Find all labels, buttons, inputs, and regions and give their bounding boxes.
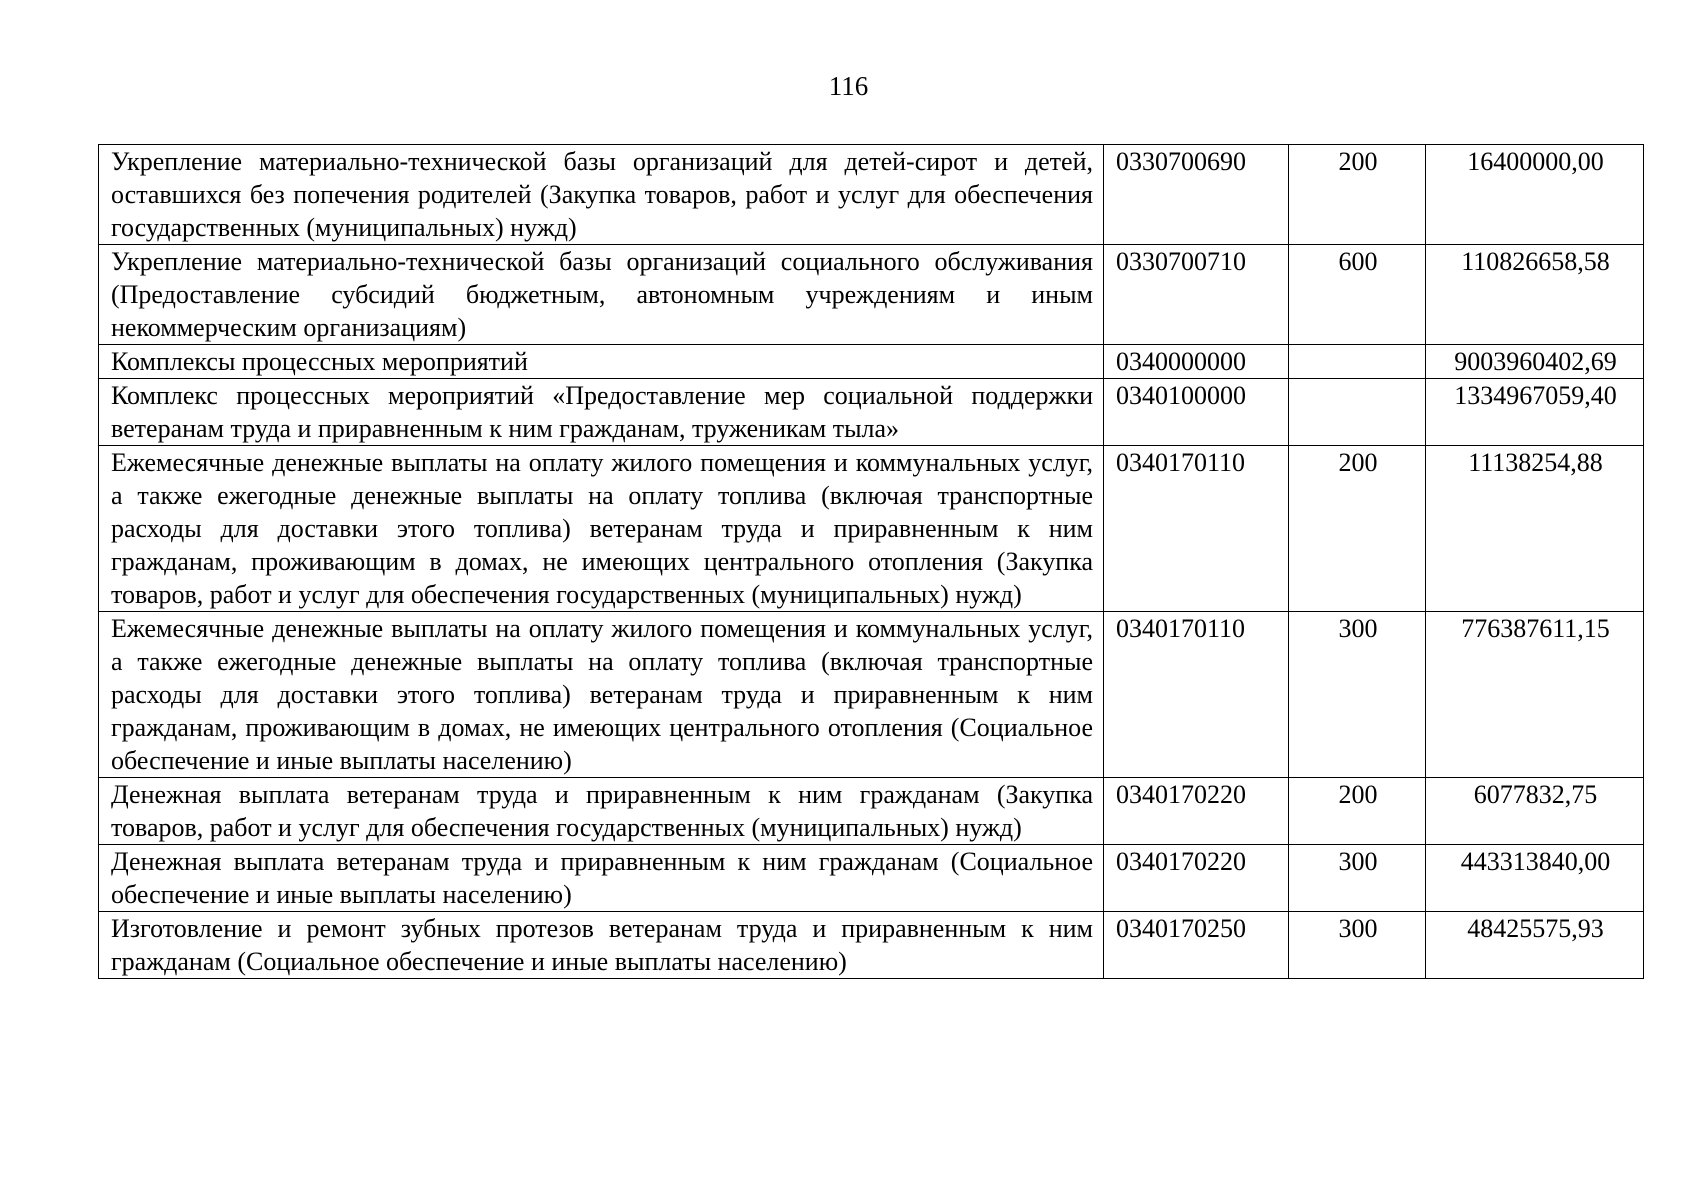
row-expense-type: 300	[1289, 912, 1426, 979]
row-code: 0330700690	[1104, 145, 1289, 245]
row-amount: 110826658,58	[1426, 245, 1644, 345]
row-description: Укрепление материально-технической базы организаций для детей-сирот и детей, оставшихся без попечения родителей (Закупка товаров, работ и услуг для обеспечения государственных (муниципальных) нужд)	[99, 145, 1104, 245]
row-description: Денежная выплата ветеранам труда и приравненным к ним гражданам (Закупка товаров, работ и услуг для обеспечения государственных (муниципальных) нужд)	[99, 778, 1104, 845]
row-amount: 48425575,93	[1426, 912, 1644, 979]
row-expense-type: 200	[1289, 446, 1426, 612]
table-row	[99, 345, 1644, 379]
table-row	[99, 245, 1644, 345]
row-code: 0340170110	[1104, 612, 1289, 778]
row-amount: 443313840,00	[1426, 845, 1644, 912]
row-description: Укрепление материально-технической базы организаций социального обслуживания (Предоставление субсидий бюджетным, автономным учреждениям и иным некоммерческим организациям)	[99, 245, 1104, 345]
row-description: Ежемесячные денежные выплаты на оплату жилого помещения и коммунальных услуг, а также ежегодные денежные выплаты на оплату топлива (включая транспортные расходы для доставки этого топлива) ветеранам труда и приравненным к ним гражданам, проживающим в домах, не имеющих центрального отопления (Закупка товаров, работ и услуг для обеспечения государственных (муниципальных) нужд)	[99, 446, 1104, 612]
row-expense-type: 300	[1289, 845, 1426, 912]
row-description: Комплексы процессных мероприятий	[99, 345, 1104, 379]
row-description: Денежная выплата ветеранам труда и приравненным к ним гражданам (Социальное обеспечение и иные выплаты населению)	[99, 845, 1104, 912]
row-expense-type: 200	[1289, 778, 1426, 845]
table-row	[99, 912, 1644, 979]
row-expense-type: 200	[1289, 145, 1426, 245]
row-expense-type	[1289, 345, 1426, 379]
row-description: Изготовление и ремонт зубных протезов ветеранам труда и приравненным к ним гражданам (Социальное обеспечение и иные выплаты населению)	[99, 912, 1104, 979]
row-amount: 11138254,88	[1426, 446, 1644, 612]
row-code: 0340170220	[1104, 778, 1289, 845]
row-amount: 9003960402,69	[1426, 345, 1644, 379]
row-amount: 776387611,15	[1426, 612, 1644, 778]
row-code: 0340000000	[1104, 345, 1289, 379]
budget-table	[98, 144, 1644, 979]
row-code: 0330700710	[1104, 245, 1289, 345]
table-row	[99, 379, 1644, 446]
table-row	[99, 845, 1644, 912]
table-row	[99, 446, 1644, 612]
row-amount: 6077832,75	[1426, 778, 1644, 845]
row-amount: 16400000,00	[1426, 145, 1644, 245]
row-code: 0340170250	[1104, 912, 1289, 979]
row-amount: 1334967059,40	[1426, 379, 1644, 446]
row-description: Ежемесячные денежные выплаты на оплату жилого помещения и коммунальных услуг, а также ежегодные денежные выплаты на оплату топлива (включая транспортные расходы для доставки этого топлива) ветеранам труда и приравненным к ним гражданам, проживающим в домах, не имеющих центрального отопления (Социальное обеспечение и иные выплаты населению)	[99, 612, 1104, 778]
row-expense-type	[1289, 379, 1426, 446]
table-row	[99, 778, 1644, 845]
row-description: Комплекс процессных мероприятий «Предоставление мер социальной поддержки ветеранам труда и приравненным к ним гражданам, труженикам тыла»	[99, 379, 1104, 446]
row-code: 0340170220	[1104, 845, 1289, 912]
table-row	[99, 612, 1644, 778]
row-expense-type: 600	[1289, 245, 1426, 345]
row-expense-type: 300	[1289, 612, 1426, 778]
page-number: 116	[828, 71, 869, 101]
row-code: 0340100000	[1104, 379, 1289, 446]
row-code: 0340170110	[1104, 446, 1289, 612]
table-row	[99, 145, 1644, 245]
